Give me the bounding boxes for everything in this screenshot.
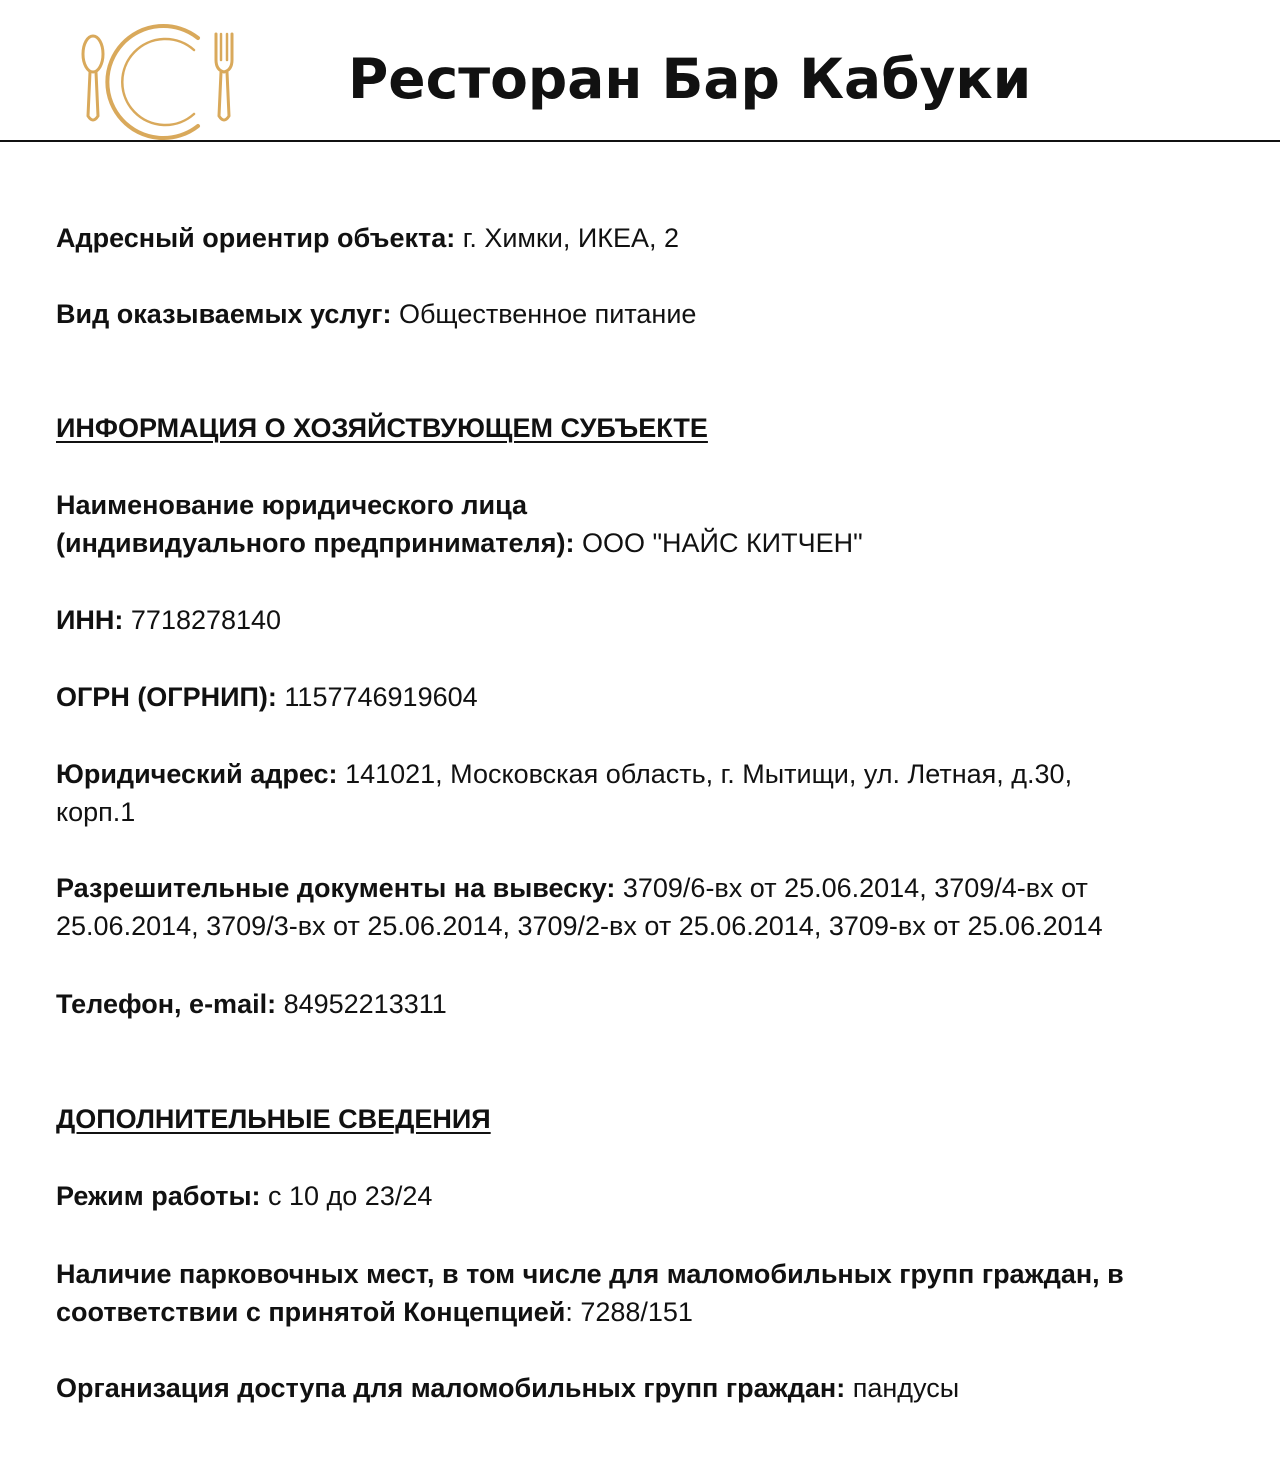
- ogrn-field: [56, 678, 1236, 716]
- service-value: Общественное питание: [391, 299, 697, 329]
- service-field: [56, 295, 1236, 333]
- permits-value: 3709/6-вх от 25.06.2014, 3709/4-вх от 25.06.2014, 3709/3-вх от 25.06.2014, 3709/2-вх от 25.06.2014, 3709-вх от 25.06.2014: [56, 873, 1103, 941]
- inn-field: [56, 601, 1236, 639]
- page-header: [0, 0, 1280, 142]
- ogrn-label: ОГРН (ОГРНИП):: [56, 682, 277, 712]
- hours-label: Режим работы:: [56, 1181, 261, 1211]
- address-field: [56, 219, 1236, 257]
- plate-spoon-fork-icon: [76, 16, 240, 140]
- parking-label: Наличие парковочных мест, в том числе для маломобильных групп граждан, в соответствии с принятой Концепцией: [56, 1259, 1124, 1327]
- section-heading-entity: ИНФОРМАЦИЯ О ХОЗЯЙСТВУЮЩЕМ СУБЪЕКТЕ: [56, 413, 708, 443]
- name-label-line1: Наименование юридического лица: [56, 490, 528, 520]
- parking-value: : 7288/151: [565, 1297, 693, 1327]
- phone-field: [56, 985, 1236, 1023]
- name-label-line2: (индивидуального предпринимателя):: [56, 528, 575, 558]
- phone-label: Телефон, e-mail:: [56, 989, 277, 1019]
- ogrn-value: 1157746919604: [276, 682, 478, 712]
- address-label: Адресный ориентир объекта:: [56, 223, 456, 253]
- legal-address-field: [56, 755, 1156, 831]
- access-field: [56, 1369, 1236, 1407]
- service-label: Вид оказываемых услуг:: [56, 299, 392, 329]
- section-heading-additional: ДОПОЛНИТЕЛЬНЫЕ СВЕДЕНИЯ: [56, 1104, 491, 1134]
- phone-value: 84952213311: [276, 989, 447, 1019]
- name-field: [56, 486, 1236, 562]
- inn-value: 7718278140: [123, 605, 282, 635]
- name-value: ООО "НАЙС КИТЧЕН": [574, 528, 863, 558]
- parking-field: [56, 1255, 1186, 1331]
- page-title: Ресторан Бар Кабуки: [348, 47, 1032, 111]
- permits-label: Разрешительные документы на вывеску:: [56, 873, 616, 903]
- access-label: Организация доступа для маломобильных групп граждан:: [56, 1373, 846, 1403]
- access-value: пандусы: [845, 1373, 960, 1403]
- hours-field: [56, 1177, 1236, 1215]
- address-value: г. Химки, ИКЕА, 2: [455, 223, 680, 253]
- legal-address-label: Юридический адрес:: [56, 759, 338, 789]
- hours-value: с 10 до 23/24: [260, 1181, 433, 1211]
- legal-address-value: 141021, Московская область, г. Мытищи, ул. Летная, д.30, корп.1: [56, 759, 1073, 827]
- permits-field: [56, 869, 1196, 945]
- inn-label: ИНН:: [56, 605, 124, 635]
